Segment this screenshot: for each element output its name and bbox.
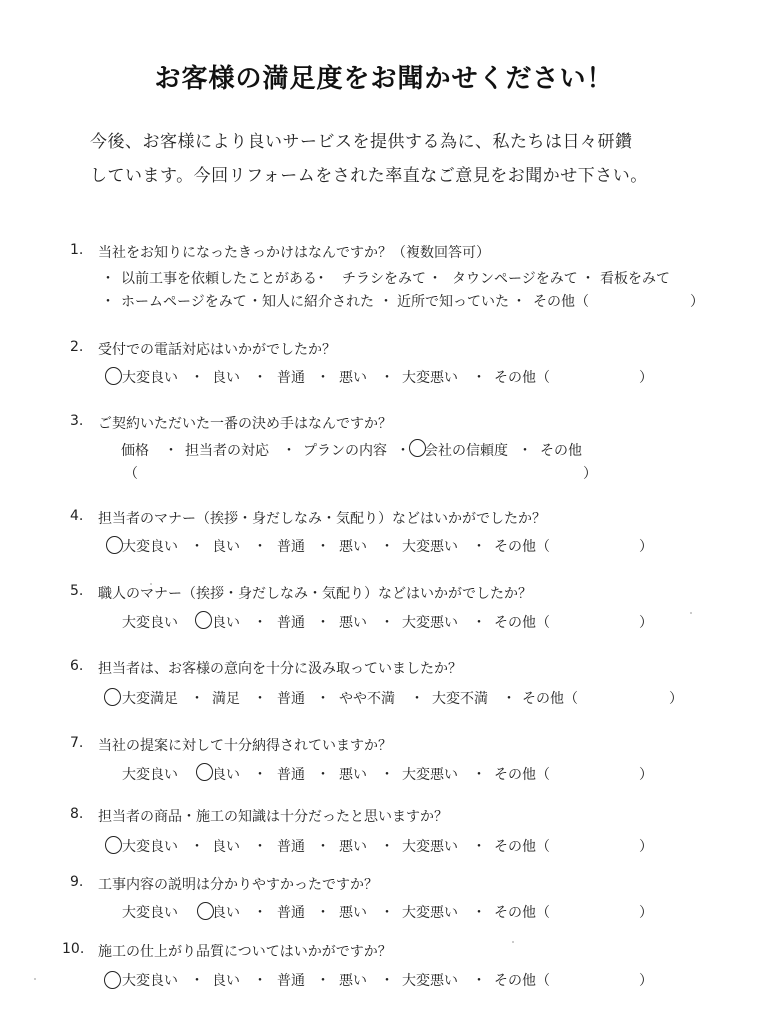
close-paren: ）	[639, 615, 653, 631]
bullet: ・	[379, 294, 393, 310]
circle-mark-icon	[105, 367, 122, 385]
bullet: ・	[502, 691, 516, 707]
bullet: ・	[316, 539, 330, 555]
option[interactable]: 普通	[277, 691, 305, 707]
question-text: 当社の提案に対して十分納得されていますか？	[98, 738, 392, 754]
option[interactable]: 悪い	[339, 539, 367, 555]
circle-mark-icon	[105, 836, 122, 854]
question-text: 職人のマナー（挨拶・身だしなみ・気配り）などはいかがでしたか？	[98, 586, 532, 602]
option[interactable]: 普通	[277, 615, 305, 631]
bullet: ・	[396, 443, 410, 459]
option[interactable]: 良い	[212, 973, 240, 989]
option[interactable]: 大変悪い	[402, 539, 458, 555]
question-6	[0, 658, 768, 718]
option[interactable]: 良い	[212, 767, 240, 783]
option[interactable]: 良い	[212, 615, 240, 631]
question-text: 施工の仕上がり品質についてはいかがですか？	[98, 944, 392, 960]
question-1	[0, 242, 768, 310]
question-number: 1.	[70, 242, 84, 258]
close-paren: ）	[639, 839, 653, 855]
bullet: ・	[316, 905, 330, 921]
option[interactable]: 大変良い	[122, 973, 178, 989]
option[interactable]: 普通	[277, 539, 305, 555]
option[interactable]: 大変良い	[122, 839, 178, 855]
options-row	[0, 941, 768, 1001]
bullet: ・	[316, 973, 330, 989]
question-number: 5.	[70, 583, 84, 599]
options-row	[0, 583, 768, 643]
bullet: ・	[316, 615, 330, 631]
option[interactable]: 大変悪い	[402, 370, 458, 386]
bullet: ・	[190, 691, 204, 707]
option[interactable]: 大変悪い	[402, 839, 458, 855]
option-other[interactable]: その他（	[494, 973, 550, 989]
option-other[interactable]: その他（	[494, 615, 550, 631]
bullet: ・	[248, 294, 262, 310]
option[interactable]: 担当者の対応	[185, 443, 269, 459]
bullet: ・	[190, 839, 204, 855]
bullet: ・	[190, 370, 204, 386]
option[interactable]: 良い	[212, 539, 240, 555]
bullet: ・	[101, 271, 115, 287]
bullet: ・	[316, 839, 330, 855]
question-text: 当社をお知りになったきっかけはなんですか？（複数回答可）	[98, 245, 490, 261]
circle-mark-icon	[104, 688, 121, 706]
question-text: 工事内容の説明は分かりやすかったですか？	[98, 877, 378, 893]
bullet: ・	[253, 539, 267, 555]
close-paren: ）	[639, 370, 653, 386]
option[interactable]: 以前工事を依頼したことがある	[121, 271, 317, 287]
close-paren: ）	[639, 973, 653, 989]
option[interactable]: 大変良い	[122, 539, 178, 555]
option[interactable]: 良い	[212, 905, 240, 921]
option[interactable]: 会社の信頼度	[424, 443, 508, 459]
bullet: ・	[380, 905, 394, 921]
options-row	[0, 874, 768, 934]
option-other[interactable]: その他（	[494, 370, 550, 386]
option-other[interactable]: その他（	[494, 839, 550, 855]
bullet: ・	[472, 973, 486, 989]
scan-speck	[690, 612, 692, 614]
intro-line-2: しています。今回リフォームをされた率直なご意見をお聞かせ下さい。	[90, 166, 648, 186]
bullet: ・	[253, 973, 267, 989]
bullet: ・	[164, 443, 178, 459]
question-number: 3.	[70, 413, 84, 429]
close-paren: ）	[583, 466, 597, 482]
option[interactable]: 看板をみて	[600, 271, 670, 287]
close-paren: ）	[690, 294, 704, 310]
question-3	[0, 413, 768, 482]
options-row	[0, 806, 768, 866]
option[interactable]: 悪い	[339, 839, 367, 855]
bullet: ・	[101, 294, 115, 310]
option[interactable]: 知人に紹介された	[262, 294, 374, 310]
question-number: 10.	[62, 941, 85, 957]
question-text: 担当者の商品・施工の知識は十分だったと思いますか？	[98, 809, 448, 825]
bullet: ・	[253, 691, 267, 707]
option[interactable]: 普通	[277, 839, 305, 855]
question-2	[0, 339, 768, 399]
bullet: ・	[512, 294, 526, 310]
option[interactable]: 普通	[277, 370, 305, 386]
option-other[interactable]: その他（	[533, 294, 589, 310]
option[interactable]: 悪い	[339, 905, 367, 921]
option[interactable]: 大変満足	[122, 691, 178, 707]
option[interactable]: 普通	[277, 973, 305, 989]
intro-line-1: 今後、お客様により良いサービスを提供する為に、私たちは日々研鑽	[90, 132, 633, 152]
bullet: ・	[518, 443, 532, 459]
option[interactable]: タウンページをみて	[452, 271, 578, 287]
open-paren: （	[124, 466, 138, 482]
option[interactable]: 大変良い	[122, 905, 178, 921]
question-9	[0, 874, 768, 934]
option[interactable]: 悪い	[339, 370, 367, 386]
bullet: ・	[428, 271, 442, 287]
option[interactable]: 普通	[277, 905, 305, 921]
bullet: ・	[316, 767, 330, 783]
question-number: 2.	[70, 339, 84, 355]
question-4	[0, 508, 768, 568]
options-row	[0, 339, 768, 399]
bullet: ・	[472, 767, 486, 783]
bullet: ・	[316, 370, 330, 386]
bullet: ・	[472, 370, 486, 386]
question-number: 8.	[70, 806, 84, 822]
close-paren: ）	[669, 691, 683, 707]
option[interactable]: 大変良い	[122, 615, 178, 631]
option-other[interactable]: その他	[540, 443, 582, 459]
question-number: 9.	[70, 874, 84, 890]
option-other[interactable]: その他（	[494, 539, 550, 555]
close-paren: ）	[639, 905, 653, 921]
bullet: ・	[316, 691, 330, 707]
bullet: ・	[472, 905, 486, 921]
options-row	[0, 413, 768, 482]
bullet: ・	[410, 691, 424, 707]
bullet: ・	[380, 370, 394, 386]
option[interactable]: 大変悪い	[402, 973, 458, 989]
circle-mark-icon	[196, 763, 213, 781]
options-row	[0, 735, 768, 795]
options-row	[0, 242, 768, 310]
scan-speck	[150, 583, 152, 585]
circle-mark-icon	[195, 611, 212, 629]
options-row	[0, 508, 768, 568]
option[interactable]: 良い	[212, 370, 240, 386]
option[interactable]: 大変良い	[122, 767, 178, 783]
bullet: ・	[253, 370, 267, 386]
bullet: ・	[380, 767, 394, 783]
close-paren: ）	[639, 539, 653, 555]
circle-mark-icon	[106, 536, 123, 554]
bullet: ・	[253, 615, 267, 631]
bullet: ・	[314, 271, 328, 287]
option[interactable]: 大変悪い	[402, 905, 458, 921]
option[interactable]: 価格	[121, 443, 149, 459]
option[interactable]: 大変不満	[432, 691, 488, 707]
bullet: ・	[472, 539, 486, 555]
question-text: 受付での電話対応はいかがでしたか？	[98, 342, 336, 358]
circle-mark-icon	[104, 971, 121, 989]
option[interactable]: ホームページをみて	[121, 294, 247, 310]
option[interactable]: 悪い	[339, 615, 367, 631]
bullet: ・	[380, 839, 394, 855]
bullet: ・	[190, 539, 204, 555]
bullet: ・	[190, 973, 204, 989]
question-number: 6.	[70, 658, 84, 674]
bullet: ・	[253, 767, 267, 783]
option-other[interactable]: その他（	[494, 905, 550, 921]
bullet: ・	[472, 615, 486, 631]
bullet: ・	[380, 615, 394, 631]
option[interactable]: 大変良い	[122, 370, 178, 386]
option[interactable]: 普通	[277, 767, 305, 783]
bullet: ・	[380, 539, 394, 555]
bullet: ・	[253, 839, 267, 855]
option[interactable]: 悪い	[339, 973, 367, 989]
options-row	[0, 658, 768, 718]
option[interactable]: 近所で知っていた	[397, 294, 509, 310]
option[interactable]: プランの内容	[303, 443, 387, 459]
question-7	[0, 735, 768, 795]
question-number: 4.	[70, 508, 84, 524]
option-other[interactable]: その他（	[494, 767, 550, 783]
option-other[interactable]: その他（	[522, 691, 578, 707]
option[interactable]: 大変悪い	[402, 615, 458, 631]
option[interactable]: やや不満	[339, 691, 395, 707]
bullet: ・	[380, 973, 394, 989]
scan-speck	[34, 978, 36, 980]
question-number: 7.	[70, 735, 84, 751]
bullet: ・	[282, 443, 296, 459]
option[interactable]: 満足	[212, 691, 240, 707]
question-8	[0, 806, 768, 866]
close-paren: ）	[639, 767, 653, 783]
question-text: ご契約いただいた一番の決め手はなんですか？	[98, 416, 392, 432]
question-5	[0, 583, 768, 643]
option[interactable]: 悪い	[339, 767, 367, 783]
page-title: お客様の満足度をお聞かせください！	[154, 64, 614, 94]
option[interactable]: 大変悪い	[402, 767, 458, 783]
question-text: 担当者は、お客様の意向を十分に汲み取っていましたか？	[98, 661, 462, 677]
bullet: ・	[472, 839, 486, 855]
bullet: ・	[253, 905, 267, 921]
option[interactable]: チラシをみて	[342, 271, 426, 287]
bullet: ・	[581, 271, 595, 287]
option[interactable]: 良い	[212, 839, 240, 855]
scan-speck	[512, 941, 514, 943]
question-10	[0, 941, 768, 1001]
question-text: 担当者のマナー（挨拶・身だしなみ・気配り）などはいかがでしたか？	[98, 511, 546, 527]
